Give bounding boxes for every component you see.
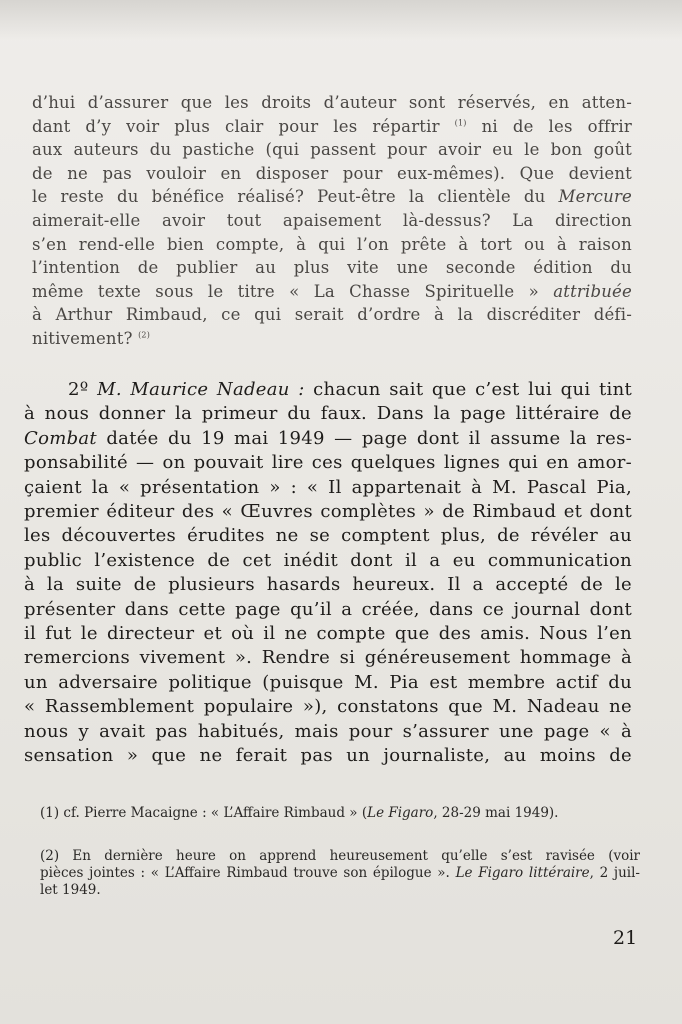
person-name: M. Maurice Nadeau : [97, 379, 305, 400]
text-line [32, 327, 632, 351]
text-line: un adversaire politique (puisque M. Pia est membre actif du [24, 671, 632, 693]
footnote-ref: (1) [454, 118, 467, 128]
footnote-text: pièces jointes : « L’Affaire Rimbaud trouve son épilogue ». [40, 865, 450, 881]
text-line [32, 185, 632, 209]
text-line [24, 427, 632, 451]
italic-title: Mercure [558, 187, 632, 207]
text-fragment: ni de les offrir [481, 116, 632, 136]
item-number: 2º [68, 379, 89, 400]
text-line [32, 115, 632, 139]
text-line: il fut le directeur et où il ne compte que des amis. Nous l’en [24, 623, 632, 645]
text-line: s’en rend-elle bien compte, à qui l’on prête à tort ou à raison [32, 234, 632, 254]
text-line: aimerait-elle avoir tout apaisement là-dessus? La direction [32, 210, 632, 230]
footnote-text: , 2 juil- [589, 865, 640, 881]
text-line: çaient la « présentation » : « Il appartenait à M. Pascal Pia, [24, 476, 632, 498]
text-line: remercions vivement ». Rendre si généreusement hommage à [24, 647, 632, 669]
footnote-italic: Le Figaro [367, 805, 434, 821]
footnote-line: let 1949. [40, 882, 101, 898]
text-line: nous y avait pas habitués, mais pour s’assurer une page « à [24, 720, 632, 742]
italic-word: attribuée [553, 281, 632, 301]
text-line: sensation » que ne ferait pas un journaliste, au moins de [24, 745, 632, 767]
text-fragment: nitivement? [32, 328, 133, 348]
text-line: aux auteurs du pastiche (qui passent pour avoir eu le bon goût [32, 140, 632, 160]
text-line: l’intention de publier au plus vite une seconde édition du [32, 258, 632, 278]
newspaper-title: Combat [24, 427, 97, 449]
page-number: 21 [613, 927, 638, 949]
footnote-line: (2) En dernière heure on apprend heureusement qu’elle s’est ravisée (voir [40, 848, 640, 864]
footnote-line [40, 865, 640, 882]
main-paragraph [24, 378, 632, 769]
text-line: « Rassemblement populaire »), constatons que M. Nadeau ne [24, 696, 632, 718]
text-line: à Arthur Rimbaud, ce qui serait d’ordre à la discréditer défi- [32, 305, 632, 325]
text-line [32, 280, 632, 304]
text-line: à nous donner la primeur du faux. Dans la page littéraire de [24, 403, 632, 425]
page-shadow [0, 0, 682, 40]
text-line: les découvertes érudites ne se comptent plus, de révéler au [24, 525, 632, 547]
footnote-2 [40, 848, 640, 899]
text-line: d’hui d’assurer que les droits d’auteur sont réservés, en atten- [32, 93, 632, 112]
text-line: à la suite de plusieurs hasards heureux. Il a accepté de le [24, 574, 632, 596]
footnote-text: (1) cf. Pierre Macaigne : « L’Affaire Rimbaud » ( [40, 805, 368, 821]
text-fragment: dant d’y voir plus clair pour les répartir [32, 116, 440, 136]
footnote-italic: Le Figaro littéraire [455, 865, 590, 881]
text-line: ponsabilité — on pouvait lire ces quelques lignes qui en amor- [24, 452, 632, 474]
text-fragment: le reste du bénéfice réalisé? Peut-être la clientèle du [32, 187, 546, 207]
footnote-text: , 28-29 mai 1949). [433, 805, 559, 821]
text-line: de ne pas vouloir en disposer pour eux-mêmes). Que devient [32, 163, 632, 183]
text-fragment: même texte sous le titre « La Chasse Spirituelle » [32, 281, 539, 301]
text-line: public l’existence de cet inédit dont il a eu communication [24, 549, 632, 571]
text-line: premier éditeur des « Œuvres complètes » de Rimbaud et dont [24, 501, 632, 523]
text-fragment: datée du 19 mai 1949 — page dont il assume la res- [106, 427, 632, 449]
text-line [24, 378, 632, 402]
continued-paragraph [32, 91, 632, 351]
text-line: présenter dans cette page qu’il a créée, dans ce journal dont [24, 598, 632, 620]
footnote-1 [40, 804, 640, 822]
text-fragment: chacun sait que c’est lui qui tint [313, 379, 632, 400]
footnote-ref: (2) [138, 330, 151, 340]
